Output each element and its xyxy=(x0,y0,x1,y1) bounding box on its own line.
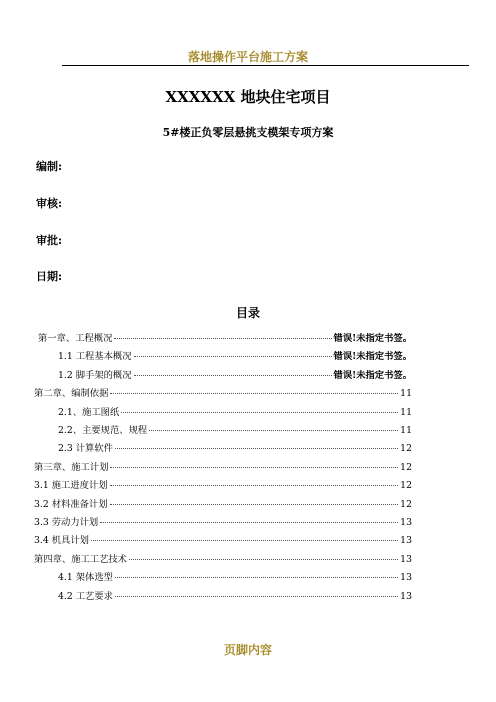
toc-heading: 目录 xyxy=(235,306,260,320)
field-separator: : xyxy=(58,197,63,210)
toc-dot-leader xyxy=(134,375,332,376)
field-label: 日期 xyxy=(36,270,58,283)
toc-entry-title: 3.2 材料准备计划 xyxy=(34,498,108,510)
toc-entry-title: 3.1 施工进度计划 xyxy=(34,480,108,492)
field-reviewed-by xyxy=(36,195,64,211)
toc-dot-leader xyxy=(114,338,331,339)
toc-entry-page: 13 xyxy=(400,517,412,528)
toc-entry-title: 第二章、编制依据 xyxy=(34,388,109,400)
toc-entry-page: 11 xyxy=(400,388,412,400)
toc-entry-page: 13 xyxy=(400,553,412,565)
toc-entry[interactable] xyxy=(34,385,412,399)
toc-entry-page: 11 xyxy=(400,425,412,436)
toc-entry-page: 12 xyxy=(400,498,412,510)
field-separator: : xyxy=(58,160,63,173)
toc-dot-leader xyxy=(115,448,398,449)
document-subtitle: 5#楼正负零层悬挑支模架专项方案 xyxy=(162,126,334,139)
field-compiled-by xyxy=(36,158,64,174)
field-label: 编制 xyxy=(36,160,58,173)
toc-entry-page: 12 xyxy=(400,443,412,455)
project-title: XXXXXX 地块住宅项目 xyxy=(165,88,331,106)
toc-dot-leader xyxy=(110,467,398,468)
toc-entry-title: 3.4 机具计划 xyxy=(34,535,89,547)
toc-entry[interactable] xyxy=(58,367,412,381)
field-approved-by xyxy=(36,232,64,248)
toc-entry[interactable] xyxy=(58,404,412,418)
toc-entry[interactable] xyxy=(58,422,412,436)
toc-entry[interactable] xyxy=(58,440,412,454)
toc-dot-leader xyxy=(110,504,399,505)
toc-dot-leader xyxy=(121,412,398,413)
toc-entry-title: 第四章、施工工艺技术 xyxy=(34,553,127,565)
toc-entry-page: 13 xyxy=(400,535,412,547)
field-label: 审批 xyxy=(36,234,58,247)
toc-entry-page: 错误!未指定书签。 xyxy=(333,369,412,381)
toc-dot-leader xyxy=(115,596,398,597)
toc-entry[interactable] xyxy=(38,330,412,344)
toc-dot-leader xyxy=(110,393,398,394)
toc-entry-page: 错误!未指定书签。 xyxy=(333,351,412,363)
field-separator: : xyxy=(58,270,63,283)
page-footer: 页脚内容 xyxy=(223,643,272,657)
toc-dot-leader xyxy=(129,559,398,560)
toc-dot-leader xyxy=(115,577,398,578)
toc-entry-title: 第三章、施工计划 xyxy=(34,461,109,473)
toc-entry-title: 第一章、工程概况 xyxy=(38,333,113,344)
page-header-title: 落地操作平台施工方案 xyxy=(187,50,308,64)
toc-entry-title: 4.2 工艺要求 xyxy=(58,590,113,602)
toc-entry-page: 11 xyxy=(400,406,412,418)
toc-entry-title: 2.3 计算软件 xyxy=(58,443,113,455)
field-separator: : xyxy=(58,234,63,247)
toc-entry-page: 13 xyxy=(400,572,412,584)
toc-entry-title: 3.3 劳动力计划 xyxy=(34,517,99,528)
toc-entry[interactable] xyxy=(58,348,412,362)
toc-entry-title: 1.2 脚手架的概况 xyxy=(58,369,132,381)
toc-entry[interactable] xyxy=(34,532,412,546)
field-date xyxy=(36,268,64,284)
toc-entry[interactable] xyxy=(58,569,412,583)
toc-entry[interactable] xyxy=(34,551,412,565)
toc-entry[interactable] xyxy=(34,496,412,510)
toc-entry-title: 1.1 工程基本概况 xyxy=(58,351,132,363)
toc-dot-leader xyxy=(100,522,398,523)
toc-entry-title: 4.1 架体选型 xyxy=(58,572,113,584)
toc-dot-leader xyxy=(110,485,399,486)
toc-entry[interactable] xyxy=(34,477,412,491)
toc-entry-title: 2.1、施工图纸 xyxy=(58,406,120,418)
toc-entry[interactable] xyxy=(34,514,412,528)
toc-entry[interactable] xyxy=(34,459,412,473)
toc-dot-leader xyxy=(134,356,332,357)
toc-entry-page: 12 xyxy=(400,461,412,473)
field-label: 审核 xyxy=(36,197,58,210)
toc-dot-leader xyxy=(149,430,398,431)
toc-entry-page: 12 xyxy=(400,480,412,492)
toc-dot-leader xyxy=(91,540,398,541)
toc-entry-title: 2.2、主要规范、规程 xyxy=(58,425,148,436)
toc-entry[interactable] xyxy=(58,588,412,602)
toc-entry-page: 错误!未指定书签。 xyxy=(333,333,412,344)
toc-entry-page: 13 xyxy=(400,590,412,602)
header-divider xyxy=(62,65,469,66)
